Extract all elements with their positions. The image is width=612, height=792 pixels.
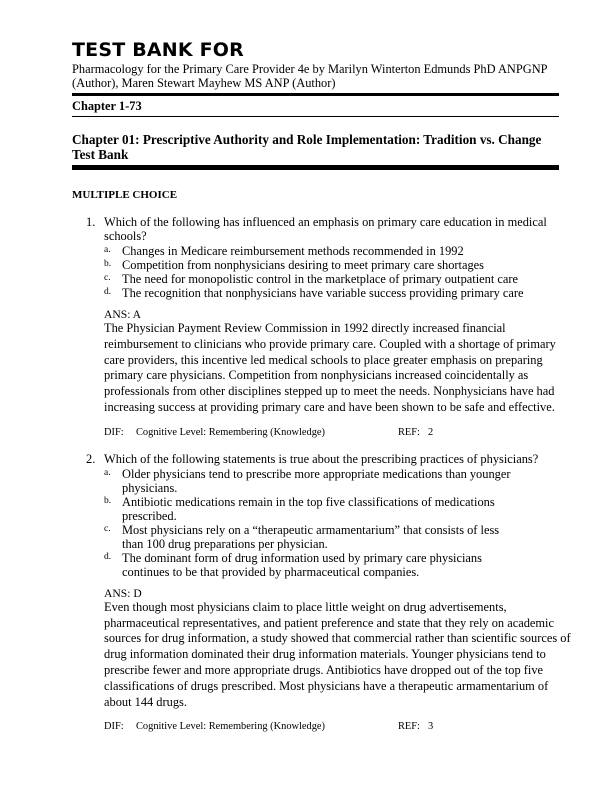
- option-a: [104, 467, 514, 495]
- rationale-text: Even though most physicians claim to place little weight on drug advertisements, pharmaceutical representatives, and patient preference and state that they rely on academic sources for drug information, a study showed that commercial rather than scientific sources of drug information dominated their drug information materials. Younger physicians tend to prescribe fewer and more appropriate drugs. Antibiotics have dropped out of the top five classifications of drugs prescribed. Most physicians have a therapeutic armamentarium of about 144 drugs.: [104, 599, 571, 709]
- rationale-text: The Physician Payment Review Commission in 1992 directly increased financial reimbursement to clinicians who provide primary care. Coupled with a shortage of primary care providers, this incentive led medical schools to place greater emphasis on preparing primary care physicians. Competition from nonphysicians increased coincidentally as professionals from other disciplines stepped up to meet the needs. Nonphysicians have had increasing success at providing primary care and have been shown to be safe and effective.: [104, 321, 556, 414]
- option-letter: a.: [104, 245, 111, 255]
- dif-label: DIF:: [104, 721, 124, 733]
- question-stem: Which of the following statements is true about the prescribing practices of physicians?: [104, 451, 539, 466]
- option-text: The recognition that nonphysicians have variable success providing primary care: [122, 286, 524, 300]
- option-text: Competition from nonphysicians desiring to meet primary care shortages: [122, 258, 484, 272]
- chapter-title-rule: [72, 165, 559, 170]
- option-letter: d.: [104, 287, 112, 297]
- ref-label: REF:: [398, 721, 420, 733]
- test-bank-title: TEST BANK FOR: [72, 39, 244, 61]
- section-label: MULTIPLE CHOICE: [72, 189, 178, 201]
- question-stem: Which of the following has influenced an emphasis on primary care education in medical schools?: [104, 215, 547, 243]
- question-number: 1.: [86, 215, 96, 229]
- question-2: [72, 451, 571, 734]
- option-text: Antibiotic medications remain in the top five classifications of medications prescribed.: [122, 494, 495, 523]
- header-rule: [72, 93, 559, 96]
- book-subtitle: Pharmacology for the Primary Care Provider 4e by Marilyn Winterton Edmunds PhD ANPGNP (Author), Maren Stewart Mayhew MS ANP (Author): [72, 62, 548, 90]
- option-b: [104, 258, 559, 272]
- dif-value: Cognitive Level: Remembering (Knowledge): [136, 721, 325, 733]
- ref-label: REF:: [398, 426, 420, 438]
- chapter-range: Chapter 1-73: [72, 99, 142, 113]
- option-letter: d.: [104, 551, 112, 562]
- ref-value: 2: [428, 426, 434, 438]
- ref-value: 3: [428, 721, 434, 733]
- option-letter: b.: [104, 259, 112, 269]
- question-metadata: [104, 721, 559, 733]
- option-text: The dominant form of drug information used by primary care physicians continues to be that provided by pharmaceutical companies.: [122, 550, 482, 579]
- option-a: [104, 244, 559, 258]
- answer-key: ANS: D: [104, 586, 142, 600]
- option-list: [104, 244, 559, 300]
- option-letter: b.: [104, 495, 112, 506]
- option-letter: a.: [104, 467, 111, 478]
- chapter-title: Chapter 01: Prescriptive Authority and Role Implementation: Tradition vs. Change Test Bank: [72, 132, 542, 162]
- option-b: [104, 495, 514, 523]
- question-metadata: [104, 427, 559, 439]
- option-list: [104, 467, 514, 579]
- chapter-range-rule: [72, 116, 559, 117]
- option-c: [104, 523, 514, 551]
- option-d: [104, 286, 559, 300]
- question-body: [104, 215, 559, 439]
- question-number: 2.: [86, 451, 96, 466]
- option-d: [104, 551, 514, 579]
- option-letter: c.: [104, 523, 111, 534]
- question-body: [104, 451, 571, 734]
- question-1: [72, 215, 559, 439]
- answer-key: ANS: A: [104, 308, 142, 321]
- option-text: The need for monopolistic control in the marketplace of primary outpatient care: [122, 272, 519, 286]
- option-text: Most physicians rely on a “therapeutic armamentarium” that consists of less than 100 drug preparations per physician.: [122, 522, 500, 551]
- document-page: [72, 39, 571, 733]
- option-text: Older physicians tend to prescribe more appropriate medications than younger physicians.: [122, 466, 511, 495]
- option-c: [104, 272, 559, 286]
- dif-label: DIF:: [104, 426, 124, 438]
- option-letter: c.: [104, 273, 111, 283]
- option-text: Changes in Medicare reimbursement methods recommended in 1992: [122, 244, 464, 258]
- dif-value: Cognitive Level: Remembering (Knowledge): [136, 426, 325, 438]
